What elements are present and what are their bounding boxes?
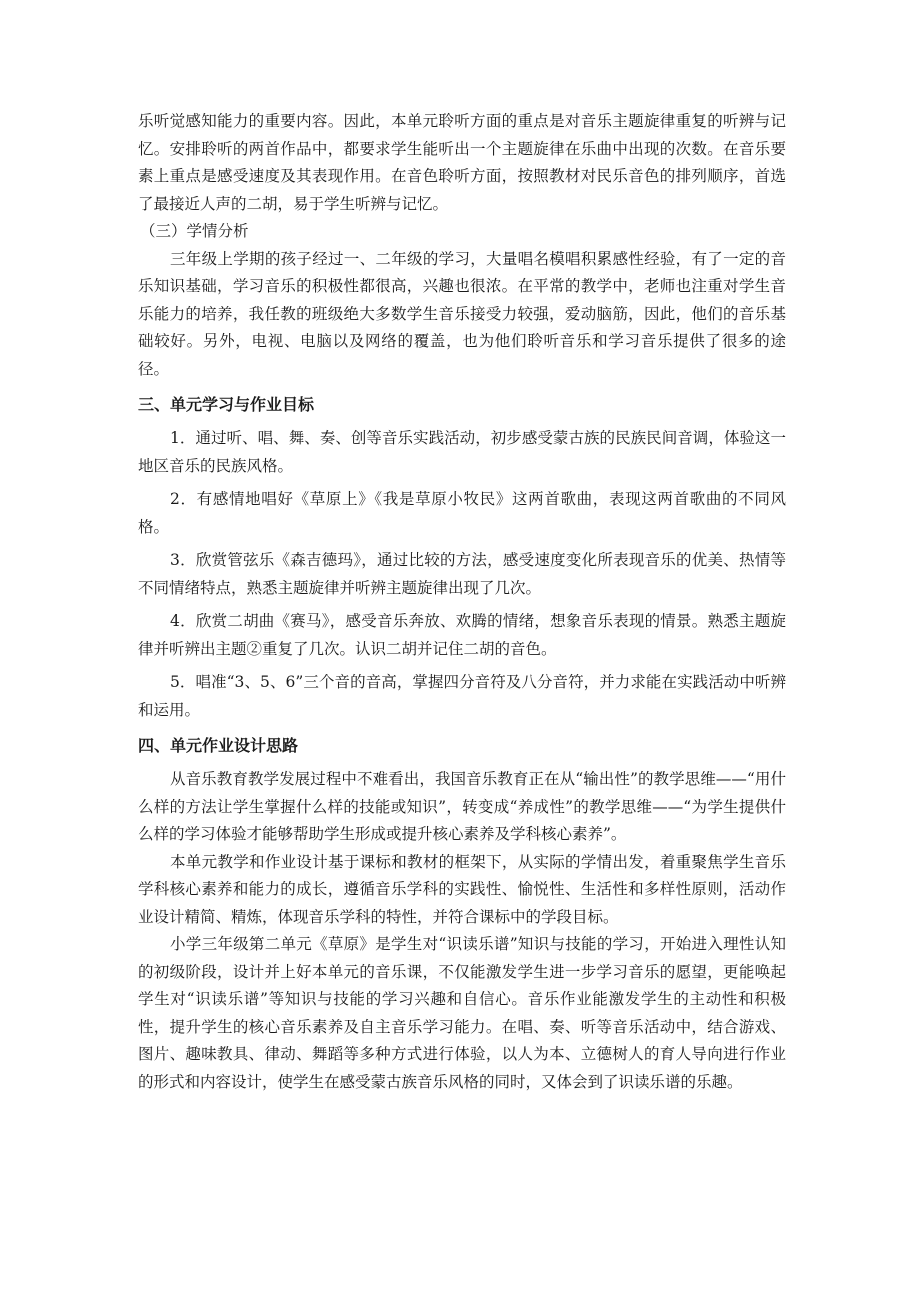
paragraph-design-idea-3: 小学三年级第二单元《草原》是学生对“识读乐谱”知识与技能的学习，开始进入理性认知的初级阶段，设计并上好本单元的音乐课，不仅能激发学生进一步学习音乐的愿望，更能唤起学生对“识读乐谱”等知识与技能的学习兴趣和自信心。音乐作业能激发学生的主动性和积极性，提升学生的核心音乐素养及自主音乐学习能力。在唱、奏、听等音乐活动中，结合游戏、图片、趣味教具、律动、舞蹈等多种方式进行体验，以人为本、立德树人的育人导向进行作业的形式和内容设计，使学生在感受蒙古族音乐风格的同时，又体会到了识读乐谱的乐趣。	[138, 935, 786, 1091]
section-heading-design-ideas: 四、单元作业设计思路	[138, 736, 299, 755]
document-page	[138, 108, 786, 1096]
paragraph-design-idea-1: 从音乐教育教学发展过程中不难看出，我国音乐教育正在从“输出性”的教学思维——“用什么样的方法让学生掌握什么样的技能或知识”，转变成“养成性”的教学思维——“为学生提供什么样的学习体验才能够帮助学生形成或提升核心素养及学科核心素养”。	[138, 770, 786, 843]
paragraph-listening-focus: 乐听觉感知能力的重要内容。因此，本单元聆听方面的重点是对音乐主题旋律重复的听辨与记忆。安排聆听的两首作品中，都要求学生能听出一个主题旋律在乐曲中出现的次数。在音乐要素上重点是感受速度及其表现作用。在音色聆听方面，按照教材对民乐音色的排列顺序，首选了最接近人声的二胡，易于学生听辨与记忆。	[138, 112, 786, 213]
subsection-heading-student-analysis: （三）学情分析	[140, 222, 249, 240]
section-heading-goals: 三、单元学习与作业目标	[138, 395, 315, 414]
goal-item-2: 2．有感情地唱好《草原上》《我是草原小牧民》这两首歌曲，表现这两首歌曲的不同风格。	[138, 490, 786, 536]
goal-item-3: 3．欣赏管弦乐《森吉德玛》，通过比较的方法，感受速度变化所表现音乐的优美、热情等不同情绪特点，熟悉主题旋律并听辨主题旋律出现了几次。	[138, 551, 786, 597]
paragraph-student-analysis: 三年级上学期的孩子经过一、二年级的学习，大量唱名模唱积累感性经验，有了一定的音乐知识基础，学习音乐的积极性都很高，兴趣也很浓。在平常的教学中，老师也注重对学生音乐能力的培养，我任教的班级绝大多数学生音乐接受力较强，爱动脑筋，因此，他们的音乐基础较好。另外，电视、电脑以及网络的覆盖，也为他们聆听音乐和学习音乐提供了很多的途径。	[138, 249, 786, 378]
goal-item-4: 4．欣赏二胡曲《赛马》，感受音乐奔放、欢腾的情绪，想象音乐表现的情景。熟悉主题旋律并听辨出主题②重复了几次。认识二胡并记住二胡的音色。	[138, 612, 786, 658]
goal-item-5: 5．唱准“3、5、6”三个音的音高，掌握四分音符及八分音符，并力求能在实践活动中听辨和运用。	[138, 673, 786, 719]
paragraph-design-idea-2: 本单元教学和作业设计基于课标和教材的框架下，从实际的学情出发，着重聚焦学生音乐学科核心素养和能力的成长，遵循音乐学科的实践性、愉悦性、生活性和多样性原则，活动作业设计精简、精炼，体现音乐学科的特性，并符合课标中的学段目标。	[138, 852, 786, 926]
goal-item-1: 1．通过听、唱、舞、奏、创等音乐实践活动，初步感受蒙古族的民族民间音调，体验这一地区音乐的民族风格。	[138, 429, 786, 475]
